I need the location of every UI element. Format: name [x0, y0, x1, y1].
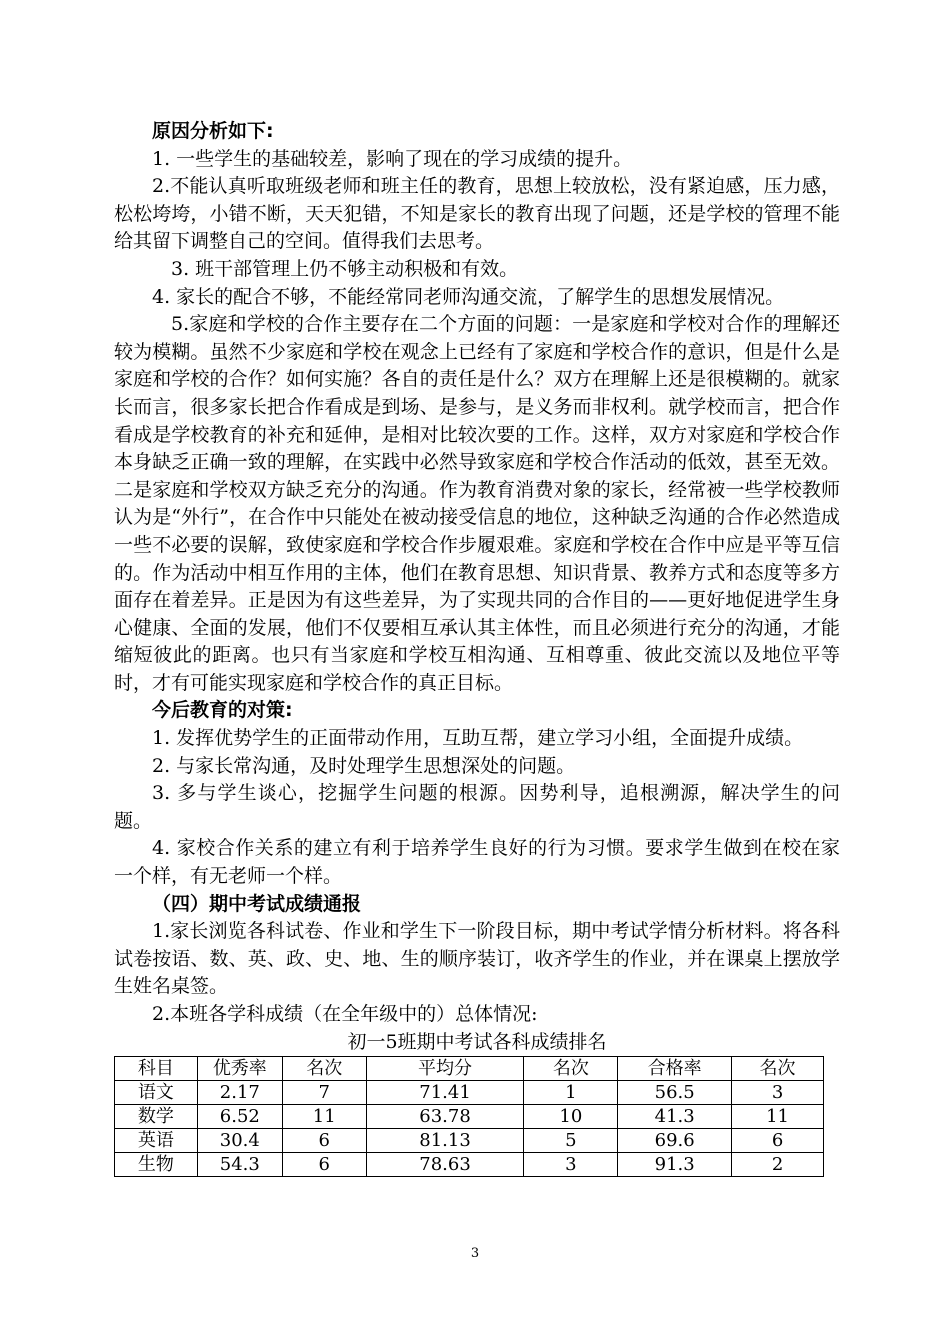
table-cell: 7	[282, 1081, 366, 1105]
table-cell: 3	[524, 1153, 618, 1177]
table-row	[115, 1153, 824, 1177]
table-cell: 30.4	[197, 1129, 282, 1153]
measure-1: 1. 发挥优势学生的正面带动作用，互助互帮，建立学习小组，全面提升成绩。	[152, 727, 804, 750]
table-cell: 英语	[115, 1129, 198, 1153]
reason-1: 1. 一些学生的基础较差，影响了现在的学习成绩的提升。	[152, 147, 633, 170]
report-1: 1.家长浏览各科试卷、作业和学生下一阶段目标，期中考试学情分析材料。将各科试卷按语、数、英、政、史、地、生的顺序装订，收齐学生的作业，并在课桌上摆放学生姓名桌签。	[114, 920, 840, 998]
table-cell: 10	[524, 1105, 618, 1129]
table-cell: 11	[282, 1105, 366, 1129]
reason-5: 5.家庭和学校的合作主要存在二个方面的问题：一是家庭和学校对合作的理解还较为模糊。虽然不少家庭和学校在观念上已经有了家庭和学校合作的意识，但是什么是家庭和学校的合作？如何实施？各自的责任是什么？双方在理解上还是很模糊的。就家长而言，很多家长把合作看成是到场、是参与，是义务而非权利。就学校而言，把合作看成是学校教育的补充和延伸，是相对比较次要的工作。这样，双方对家庭和学校合作本身缺乏正确一致的理解，在实践中必然导致家庭和学校合作活动的低效，甚至无效。二是家庭和学校双方缺乏充分的沟通。作为教育消费对象的家长，经常被一些学校教师认为是“外行”，在合作中只能处在被动接受信息的地位，这种缺乏沟通的合作必然造成一些不必要的误解，致使家庭和学校合作步履艰难。家庭和学校在合作中应是平等互信的。作为活动中相互作用的主体，他们在教育思想、知识背景、教养方式和态度等多方面存在着差异。正是因为有这些差异，为了实现共同的合作目的——更好地促进学生身心健康、全面的发展，他们不仅要相互承认其主体性，而且必须进行充分的沟通，才能缩短彼此的距离。也只有当家庭和学校互相沟通、互相尊重、彼此交流以及地位平等时，才有可能实现家庭和学校合作的真正目标。	[114, 313, 840, 694]
table-cell: 78.63	[366, 1153, 524, 1177]
table-cell: 91.3	[618, 1153, 732, 1177]
table-cell: 生物	[115, 1153, 198, 1177]
measure-4: 4. 家校合作关系的建立有利于培养学生良好的行为习惯。要求学生做到在校在家一个样，有无老师一个样。	[114, 837, 840, 888]
report-2: 2.本班各学科成绩（在全年级中的）总体情况:	[152, 1003, 538, 1025]
table-cell: 41.3	[618, 1105, 732, 1129]
table-cell: 6	[282, 1153, 366, 1177]
table-cell: 63.78	[366, 1105, 524, 1129]
table-cell: 11	[732, 1105, 824, 1129]
table-cell: 6.52	[197, 1105, 282, 1129]
table-cell: 54.3	[197, 1153, 282, 1177]
document-page	[114, 118, 840, 1177]
reasons-heading: 原因分析如下:	[152, 120, 274, 142]
table-row	[115, 1081, 824, 1105]
table-row	[115, 1105, 824, 1129]
score-table	[114, 1056, 824, 1177]
table-cell: 3	[732, 1081, 824, 1105]
header-pass-rate: 合格率	[618, 1057, 732, 1081]
table-caption: 初一5班期中考试各科成绩排名	[347, 1030, 607, 1053]
table-cell: 69.6	[618, 1129, 732, 1153]
table-cell: 6	[732, 1129, 824, 1153]
table-cell: 数学	[115, 1105, 198, 1129]
table-cell: 2	[732, 1153, 824, 1177]
header-subject: 科目	[115, 1057, 198, 1081]
table-cell: 2.17	[197, 1081, 282, 1105]
table-row	[115, 1129, 824, 1153]
table-cell: 语文	[115, 1081, 198, 1105]
report-heading: （四）期中考试成绩通报	[152, 892, 362, 915]
measure-3: 3. 多与学生谈心，挖掘学生问题的根源。因势利导，追根溯源，解决学生的问题。	[114, 782, 840, 832]
header-average: 平均分	[366, 1057, 524, 1081]
table-header-row	[115, 1057, 824, 1081]
table-cell: 81.13	[366, 1129, 524, 1153]
table-cell: 1	[524, 1081, 618, 1105]
reason-4: 4. 家长的配合不够，不能经常同老师沟通交流，了解学生的思想发展情况。	[152, 285, 785, 308]
table-cell: 6	[282, 1129, 366, 1153]
header-rank: 名次	[732, 1057, 824, 1081]
header-excellent-rate: 优秀率	[197, 1057, 282, 1081]
table-cell: 71.41	[366, 1081, 524, 1105]
page-number: 3	[470, 1246, 480, 1261]
reason-2: 2.不能认真听取班级老师和班主任的教育，思想上较放松，没有紧迫感，压力感，松松垮垮，小错不断，天天犯错，不知是家长的教育出现了问题，还是学校的管理不能给其留下调整自己的空间。值得我们去思考。	[114, 175, 840, 253]
header-rank: 名次	[282, 1057, 366, 1081]
table-cell: 5	[524, 1129, 618, 1153]
measures-heading: 今后教育的对策:	[152, 699, 293, 722]
reason-3: 3. 班干部管理上仍不够主动积极和有效。	[171, 257, 519, 280]
measure-2: 2. 与家长常沟通，及时处理学生思想深处的问题。	[152, 754, 576, 777]
table-cell: 56.5	[618, 1081, 732, 1105]
header-rank: 名次	[524, 1057, 618, 1081]
